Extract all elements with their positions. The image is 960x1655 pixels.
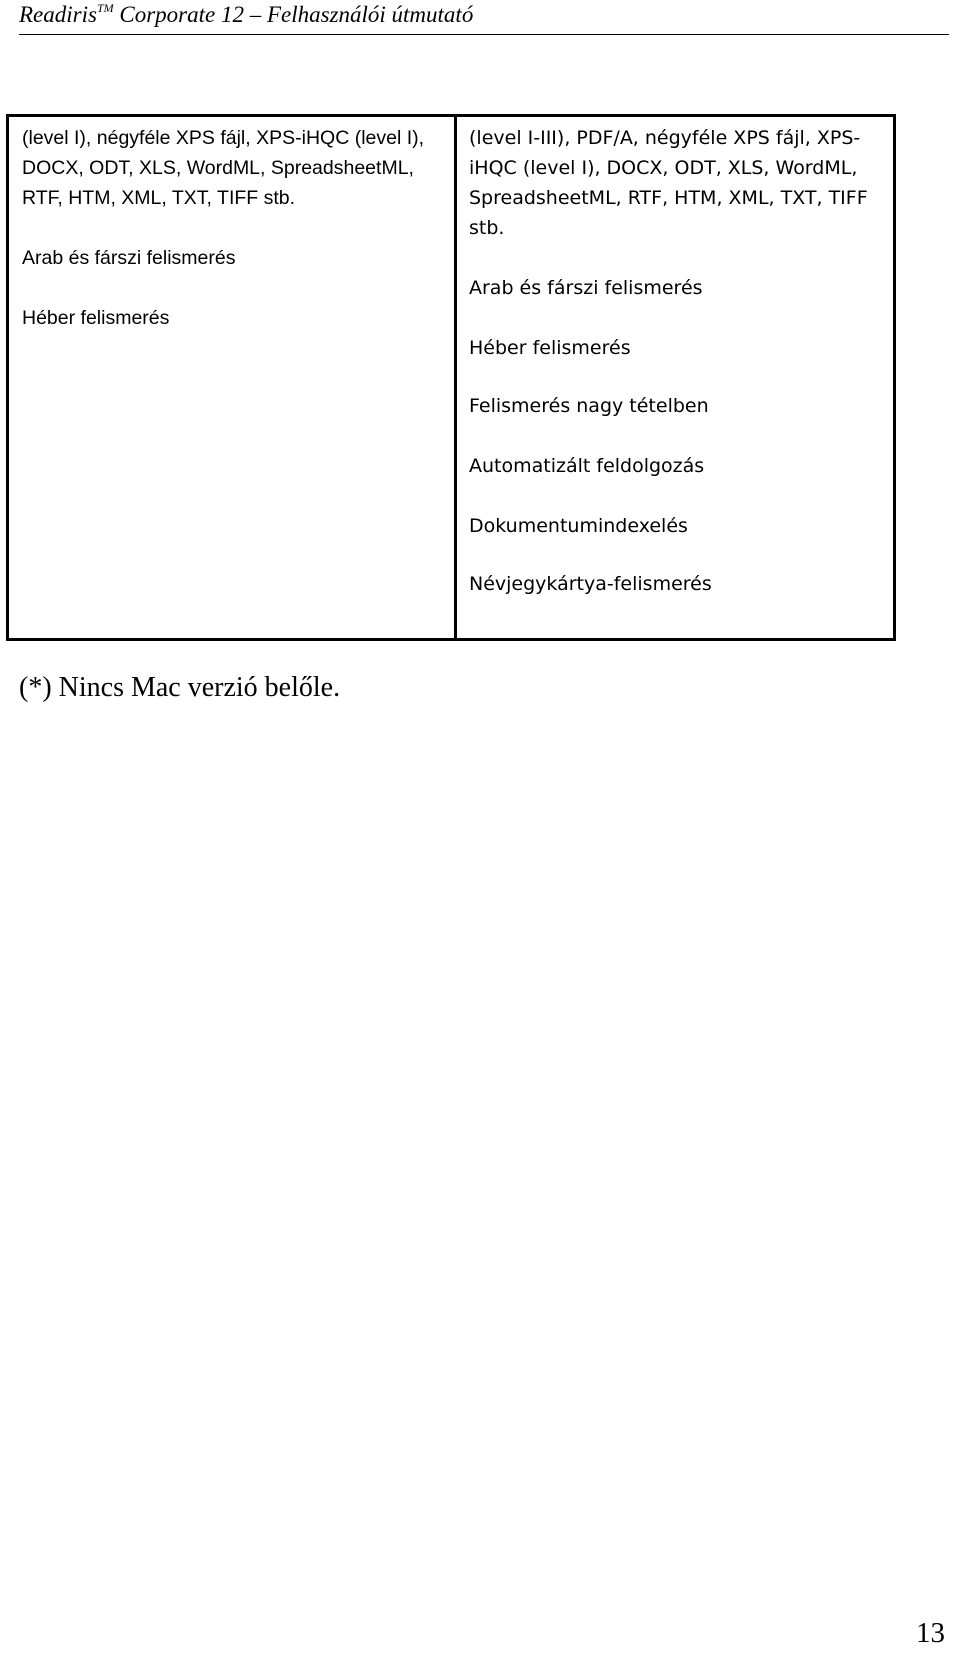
- left-arabic-farsi-feature: Arab és fárszi felismerés: [22, 247, 236, 269]
- left-hebrew-feature: Héber felismerés: [22, 307, 170, 329]
- right-format-list: (level I-III), PDF/A, négyféle XPS fájl, XPS-iHQC (level I), DOCX, ODT, XLS, WordML, SpreadsheetML, RTF, HTM, XML, TXT, TIFF stb.: [469, 127, 868, 239]
- page-header: [19, 0, 949, 35]
- header-title-prefix: Readiris: [19, 2, 97, 27]
- table-row: [8, 116, 895, 640]
- trademark-mark: TM: [96, 1, 114, 15]
- footnote: (*) Nincs Mac verzió belőle.: [19, 672, 341, 703]
- right-automated-processing-feature: Automatizált feldolgozás: [469, 455, 705, 477]
- page-number: 13: [916, 1617, 945, 1649]
- right-business-card-feature: Névjegykártya-felismerés: [469, 573, 712, 595]
- feature-comparison-table: [6, 114, 896, 641]
- right-arabic-farsi-feature: Arab és fárszi felismerés: [469, 277, 703, 299]
- left-format-list: (level I), négyféle XPS fájl, XPS-iHQC (level I), DOCX, ODT, XLS, WordML, SpreadsheetML, RTF, HTM, XML, TXT, TIFF stb.: [22, 127, 425, 209]
- right-column-cell: [456, 116, 895, 640]
- right-document-indexing-feature: Dokumentumindexelés: [469, 515, 688, 537]
- header-title-suffix: Corporate 12 – Felhasználói útmutató: [113, 2, 474, 27]
- right-hebrew-feature: Héber felismerés: [469, 337, 631, 359]
- left-column-cell: [8, 116, 456, 640]
- right-batch-recognition-feature: Felismerés nagy tételben: [469, 395, 709, 417]
